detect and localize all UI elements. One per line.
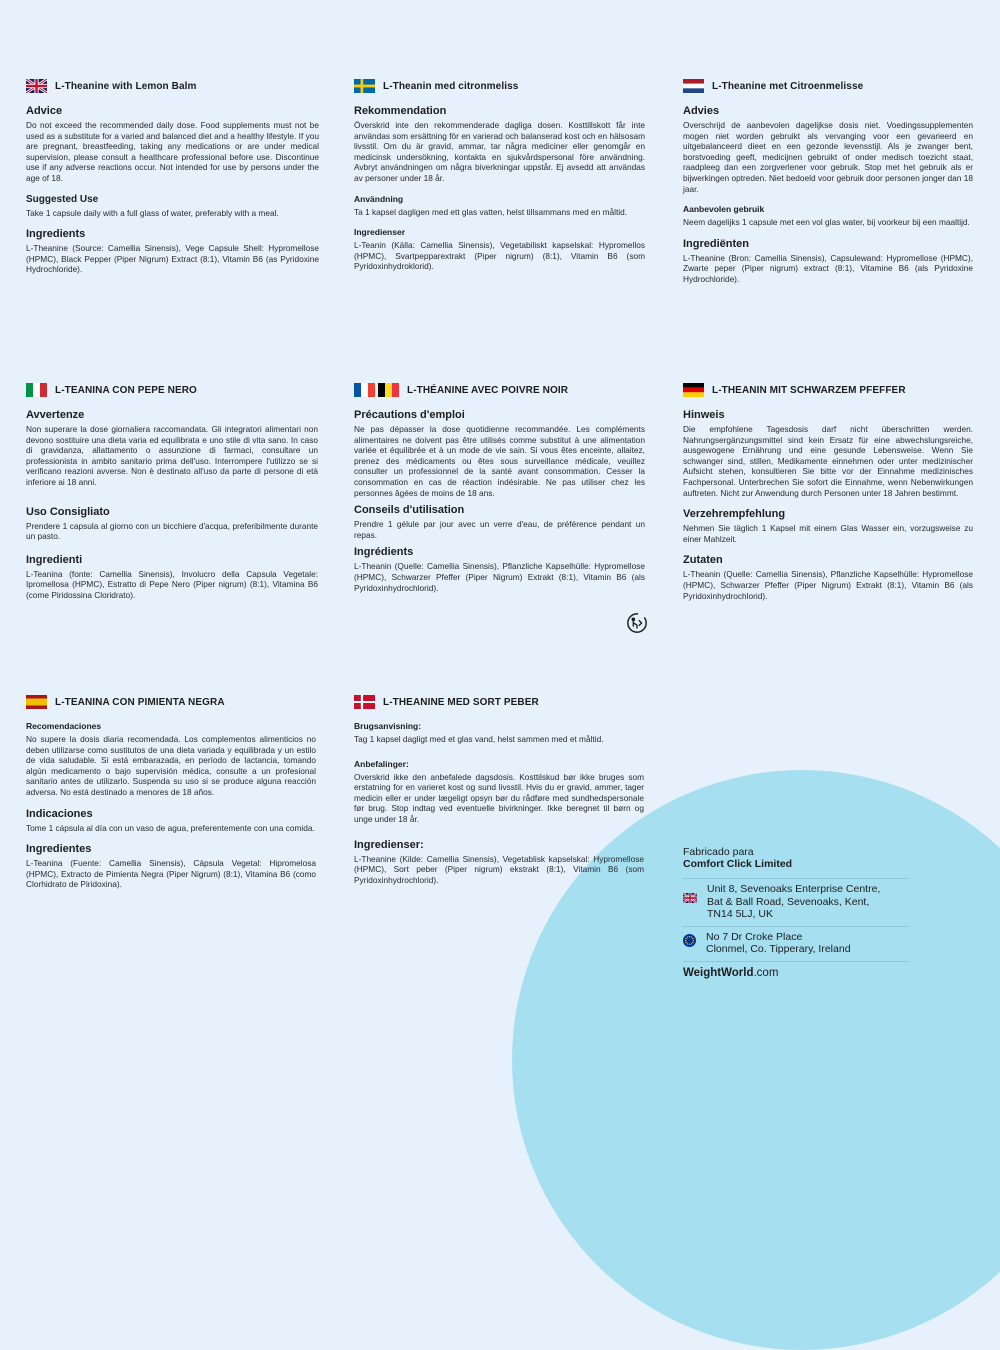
uk-flag-icon	[26, 79, 47, 93]
de-zutaten-heading: Zutaten	[683, 554, 723, 567]
panel-nl-header	[683, 79, 973, 93]
de-zutaten-text: L-Theanin (Quelle: Camellia Sinensis), Pflanzliche Kapselhülle: Hypromellose (HPMC), Schwarzer Pfeffer (Piper Nigrum) Extrakt (8:1), Vitamin B6 (als Pyridoxinhydrochlorid).	[683, 569, 973, 601]
es-recomendaciones-heading: Recomendaciones	[26, 721, 102, 731]
panel-uk	[26, 79, 319, 285]
it-ingredienti-text: L-Teanina (fonte: Camellia Sinensis), Involucro della Capsula Vegetale: Ipromellosa (HPMC), Estratto di Pepe Nero (Piper nigrum) (8:1), Vitamina B6 (come Piridossina Cloridrato).	[26, 568, 318, 600]
panel-it	[26, 383, 318, 611]
it-avvertenze-text: Non superare la dose giornaliera raccomandata. Gli integratori alimentari non devono sostituire una dieta varia ed equilibrata e uno stile di vita sano. In caso di gravidanza, allattamento o assunzione di farmaci, consultare un professionista in ambito sanitario prima dell'uso. Interrompere l'utilizzo se si verificano reazioni avverse. Non è destinato all'uso da parte di persone di età inferiore ai 18 anni.	[26, 424, 318, 487]
website-tld: .com	[753, 966, 779, 979]
address-ie-line-1: No 7 Dr Croke Place	[706, 930, 803, 943]
fr-ingredients-text: L-Theanin (Quelle: Camellia Sinensis), Pflanzliche Kapselhülle: Hypromellose (HPMC), Schwarzer Pfeffer (Piper Nigrum) Extrakt (8:1), Vitamin B6 (als Pyridoxinhydrochlorid).	[354, 561, 645, 593]
uk-suggested-use-heading: Suggested Use	[26, 193, 99, 205]
made-for-label: Fabricado para	[683, 846, 754, 858]
it-uso-text: Prendere 1 capsula al giorno con un bicchiere d'acqua, preferibilmente durante un pasto.	[26, 520, 318, 542]
website-brand: WeightWorld	[683, 966, 754, 979]
uk-flag-icon	[683, 893, 697, 903]
nl-aanbevolen-heading: Aanbevolen gebruik	[683, 204, 765, 215]
belgium-flag-icon	[378, 383, 399, 397]
address-ie	[683, 926, 908, 962]
panel-de-header	[683, 383, 973, 397]
it-avvertenze-heading: Avvertenze	[26, 409, 85, 421]
spain-flag-icon	[26, 695, 47, 709]
uk-suggested-use-text: Take 1 capsule daily with a full glass of water, preferably with a meal.	[26, 207, 279, 218]
address-uk	[683, 878, 908, 926]
se-rekommendation-heading: Rekommendation	[354, 105, 447, 117]
dk-brugsanvisning-text: Tag 1 kapsel dagligt med et glas vand, helst sammen med et måltid.	[354, 734, 604, 744]
de-hinweis-text: Die empfohlene Tagesdosis darf nicht überschritten werden. Nahrungsergänzungsmittel sind kein Ersatz für eine abwechslungsreiche, ausgewogene Ernährung und eine gesunde Lebensweise. Wenn Sie schwanger sind, stillen, Medikamente einnehmen oder unter medizinischer Aufsicht stehen, konsultieren Sie bitte vor der Einnahme medizinisches Fachpersonal. Unterbrechen Sie sofort die Einnahme, wenn Nebenwirkungen auftreten. Nicht zur Anwendung durch Personen unter 18 Jahren bestimmt.	[683, 424, 973, 498]
dk-anbefalinger-text: Overskrid ikke den anbefalede dagsdosis. Kosttilskud bør ikke bruges som erstatning for en varieret kost og sund livsstil. Hvis du er gravid, ammer, tager medicin eller er under lægeligt opsyn bør du rådføre med sundhedspersonale før brug. Stop indtag ved eventuelle bivirkninger. Ikke beregnet til børn og unge under 18 år.	[354, 771, 644, 824]
se-anvandning-heading: Användning	[354, 193, 404, 204]
se-ingredienser-text: L-Teanin (Källa: Camellia Sinensis), Vegetabiliskt kapselskal: Hypromellos (HPMC), Svartpepparextrakt (Piper nigrum) (8:1), Vitamin B6 (som Pyridoxinhydroklorid).	[354, 240, 645, 272]
germany-flag-icon	[683, 383, 704, 397]
dk-ingredienser-heading: Ingredienser:	[354, 838, 424, 851]
it-ingredienti-heading: Ingredienti	[26, 553, 83, 566]
panel-dk	[354, 695, 644, 895]
fr-ingredients-heading: Ingrédients	[354, 546, 414, 559]
denmark-flag-icon	[354, 695, 375, 709]
uk-advice-text: Do not exceed the recommended daily dose. Food supplements must not be used as a substitute for a varied and balanced diet and a healthy lifestyle. If you are pregnant, breastfeeding, taking any medications or are under medical supervision, please consult a healthcare professional before use. Discontinue use if any adverse reactions occur. Not intended for use by persons under the age of 18.	[26, 120, 319, 183]
address-uk-line-2: Bat & Ball Road, Sevenoaks, Kent,	[707, 895, 870, 908]
uk-ingredients-heading: Ingredients	[26, 228, 86, 241]
se-anvandning-text: Ta 1 kapsel dagligen med ett glas vatten, helst tillsammans med en måltid.	[354, 206, 628, 217]
france-flag-icon	[354, 383, 375, 397]
nl-ingredienten-heading: Ingrediënten	[683, 237, 750, 250]
panel-nl-title: L-Theanine met Citroenmelisse	[712, 80, 864, 92]
panel-de	[683, 383, 973, 611]
nl-advies-text: Overschrijd de aanbevolen dagelijkse dosis niet. Voedingssupplementen mogen niet worden gebruikt als vervanging voor een gevarieerd en uitgebalanceerd dieet en een gezonde levensstijl. Als je zwanger bent, borstvoeding geeft, medicijnen gebruikt of onder medisch toezicht staat, raadpleeg dan een zorgverlener voor gebruik. Stop met het gebruik als er bijwerkingen optreden. Niet bedoeld voor gebruik door personen jonger dan 18 jaar.	[683, 120, 973, 194]
dk-ingredienser-text: L-Theanine (Kilde: Camellia Sinensis), Vegetablisk kapselskal: Hypromellose (HPMC), Sort peber (Piper nigrum) ekstrakt (8:1), Vitamin B6 (som Pyridoxinhydrochlorid).	[354, 853, 644, 885]
es-indicaciones-heading: Indicaciones	[26, 807, 93, 820]
panel-it-header	[26, 383, 318, 397]
panel-es-title: L-TEANINA CON PIMIENTA NEGRA	[55, 696, 225, 708]
panel-nl	[683, 79, 973, 295]
panel-it-title: L-TEANINA CON PEPE NERO	[55, 384, 197, 396]
panel-de-title: L-THEANIN MIT SCHWARZEM PFEFFER	[712, 384, 906, 396]
fr-precautions-text: Ne pas dépasser la dose quotidienne recommandée. Les compléments alimentaires ne doivent pas être utilisés comme substitut à une alimentation variée et équilibrée et à un mode de vie sain. Si vous êtes enceinte, allaitez, prenez des médicaments ou êtes sous surveillance médicale, veuillez consulter un professionnel de la santé avant consommation. Cesser la consommation en cas de réaction indésirable. Ne pas utiliser chez les personnes âgées de moins de 18 ans.	[354, 424, 645, 498]
netherlands-flag-icon	[683, 79, 704, 93]
se-ingredienser-heading: Ingredienser	[354, 227, 406, 238]
address-ie-line-2: Clonmel, Co. Tipperary, Ireland	[706, 943, 851, 955]
panel-dk-title: L-THEANINE MED SORT PEBER	[383, 696, 539, 708]
de-verzehr-heading: Verzehrempfehlung	[683, 508, 786, 521]
nl-ingredienten-text: L-Theanine (Bron: Camellia Sinensis), Capsulewand: Hypromellose (HPMC), Zwarte peper (Piper nigrum) extract (8:1), Vitamine B6 (als Pyridoxine Hydrochloride).	[683, 252, 973, 284]
manufacturer-block	[683, 846, 908, 979]
website-link[interactable]	[683, 967, 908, 979]
fr-conseils-text: Prendre 1 gélule par jour avec un verre d'eau, de préférence pendant un repas.	[354, 519, 645, 540]
panel-fr-header	[354, 383, 645, 397]
panel-se	[354, 79, 645, 282]
panel-fr-title: L-THÉANINE AVEC POIVRE NOIR	[407, 384, 569, 396]
panel-fr	[354, 383, 645, 603]
address-uk-line-3: TN14 5LJ, UK	[707, 908, 773, 920]
uk-advice-heading: Advice	[26, 105, 63, 117]
nl-aanbevolen-text: Neem dagelijks 1 capsule met een vol glas water, bij voorkeur bij een maaltijd.	[683, 217, 970, 228]
italy-flag-icon	[26, 383, 47, 397]
panel-dk-header	[354, 695, 644, 709]
sweden-flag-icon	[354, 79, 375, 93]
company-name: Comfort Click Limited	[683, 858, 793, 870]
dk-anbefalinger-heading: Anbefalinger:	[354, 758, 409, 769]
uk-ingredients-text: L-Theanine (Source: Camellia Sinensis), Vege Capsule Shell: Hypromellose (HPMC), Black Pepper (Piper Nigrum) Extract (8:1), Vitamin B6 (as Pyridoxine Hydrochloride).	[26, 243, 319, 275]
fr-precautions-heading: Précautions d'emploi	[354, 409, 465, 421]
es-ingredientes-heading: Ingredientes	[26, 843, 92, 856]
es-indicaciones-text: Tome 1 cápsula al día con un vaso de agua, preferentemente con una comida.	[26, 822, 315, 833]
es-ingredientes-text: L-Teanina (Fuente: Camellia Sinensis), Cápsula Vegetal: Hipromelosa (HPMC), Extracto de Pimienta Negra (Piper Nigrum) (8:1), Vitamina B6 (como Clorhidrato de Piridoxina).	[26, 858, 316, 890]
nl-advies-heading: Advies	[683, 105, 720, 117]
panel-es	[26, 695, 316, 900]
eu-flag-icon	[683, 934, 696, 947]
it-uso-heading: Uso Consigliato	[26, 505, 110, 518]
de-verzehr-text: Nehmen Sie täglich 1 Kapsel mit einem Glas Wasser ein, vorzugsweise zu einer Mahlzeit.	[683, 523, 973, 544]
panel-se-header	[354, 79, 645, 93]
se-rekommendation-text: Överskrid inte den rekommenderade dagliga dosen. Kosttillskott får inte användas som ersättning för en varierad och balanserad kost och en hälsosam livsstil. Om du är gravid, ammar, tar några mediciner eller genomgår en medicinsk undersökning, kontakta en sjukvårdspersonal före användning. Avbryt användningen om några biverkningar uppstår. Ej avsedd att användas av personer under 18 år.	[354, 120, 645, 183]
address-uk-line-1: Unit 8, Sevenoaks Enterprise Centre,	[707, 883, 881, 895]
dk-brugsanvisning-heading: Brugsanvisning:	[354, 721, 422, 731]
panel-se-title: L-Theanin med citronmeliss	[383, 80, 519, 92]
triman-recycle-icon	[626, 612, 648, 634]
fr-conseils-heading: Conseils d'utilisation	[354, 504, 465, 517]
es-recomendaciones-text: No supere la dosis diaria recomendada. Los complementos alimenticios no deben utilizarse como sustitutos de una dieta variada y equilibrada y un estilo de vida saludable. Si está embarazada, en período de lactancia, tomando algún medicamento o bajo supervisión médica, consulte a un profesional sanitario antes de utilizarlo. Suspenda su uso si se produce alguna reacción adversa. No está destinado a menores de 18 años.	[26, 734, 316, 797]
panel-uk-title: L-Theanine with Lemon Balm	[55, 80, 197, 92]
de-hinweis-heading: Hinweis	[683, 409, 725, 421]
panel-uk-header	[26, 79, 319, 93]
panel-es-header	[26, 695, 316, 709]
